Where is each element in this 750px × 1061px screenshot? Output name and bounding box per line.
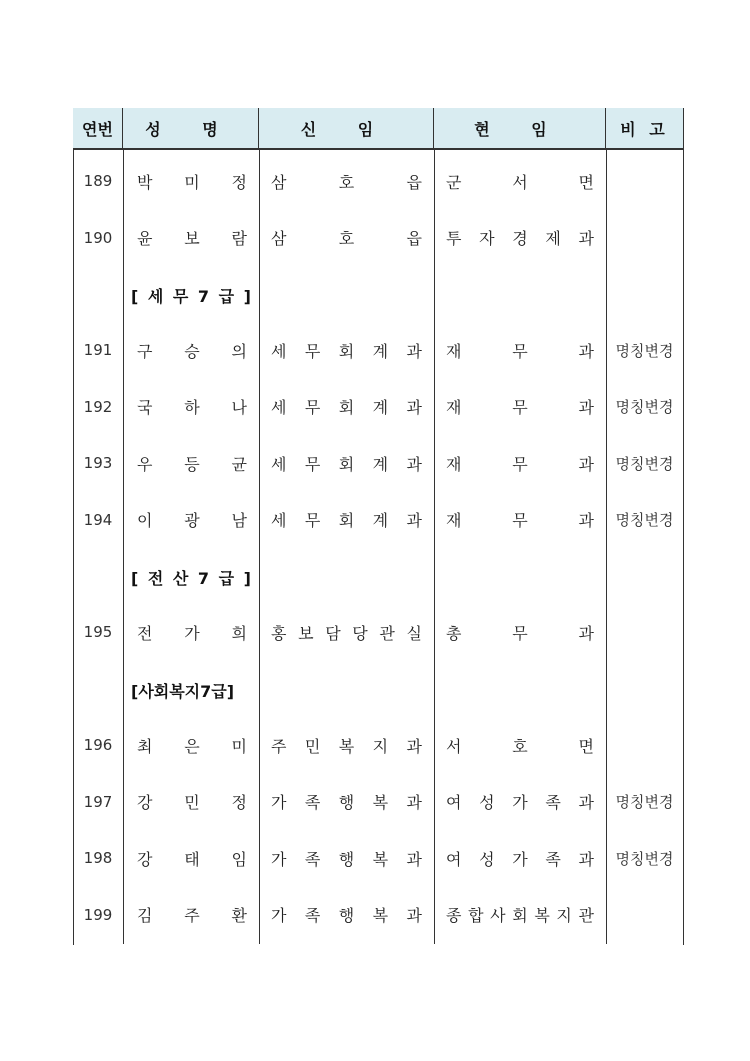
row-current-post: 재 무 과 bbox=[446, 398, 594, 417]
header-name: 성 명 bbox=[123, 108, 259, 148]
row-no: 197 bbox=[83, 792, 113, 811]
row-current-post: 총 무 과 bbox=[446, 623, 594, 643]
table-row bbox=[73, 725, 683, 765]
row-current-post: 재 무 과 bbox=[446, 511, 594, 530]
row-name: 이 광 남 bbox=[137, 511, 247, 530]
table-header bbox=[73, 108, 683, 150]
row-remark bbox=[606, 895, 683, 935]
row-name: 김 주 환 bbox=[137, 906, 247, 925]
row-current-post: 여 성 가 족 과 bbox=[446, 793, 594, 812]
row-name: 구 승 의 bbox=[137, 341, 247, 361]
row-remark bbox=[606, 725, 683, 765]
row-no: 195 bbox=[83, 623, 113, 641]
row-new-post: 주 민 복 지 과 bbox=[271, 736, 422, 756]
row-no: 189 bbox=[83, 172, 113, 190]
table-row bbox=[73, 387, 683, 427]
row-current-post: 재 무 과 bbox=[446, 454, 594, 474]
row-name: 국 하 나 bbox=[137, 398, 247, 417]
row-new-post: 세 무 회 계 과 bbox=[271, 511, 422, 530]
row-remark bbox=[606, 218, 683, 258]
header-no: 연번 bbox=[73, 108, 123, 148]
row-no: 198 bbox=[83, 849, 113, 867]
row-remark: 명칭변경 bbox=[615, 793, 674, 811]
table-row bbox=[73, 782, 683, 822]
row-current-post: 군 서 면 bbox=[446, 172, 594, 192]
row-no: 194 bbox=[83, 510, 113, 529]
row-new-post: 삼 호 읍 bbox=[271, 172, 422, 192]
row-no: 192 bbox=[83, 397, 113, 416]
section-title-tax: [ 세 무 7 급 ] bbox=[131, 287, 253, 306]
row-name: 윤 보 람 bbox=[137, 229, 247, 248]
row-new-post: 가 족 행 복 과 bbox=[271, 906, 422, 925]
row-remark: 명칭변경 bbox=[615, 398, 674, 416]
table-row bbox=[73, 330, 683, 370]
table-row bbox=[73, 895, 683, 935]
row-name: 강 태 임 bbox=[137, 849, 247, 869]
row-name: 최 은 미 bbox=[137, 736, 247, 756]
section-title-welfare: [사회복지7급] bbox=[131, 682, 235, 701]
row-remark: 명칭변경 bbox=[615, 849, 674, 868]
row-remark bbox=[606, 612, 683, 652]
table-row bbox=[73, 443, 683, 483]
row-no: 190 bbox=[83, 228, 113, 247]
row-current-post: 종 합 사 회 복 지 관 bbox=[446, 906, 594, 925]
row-current-post: 재 무 과 bbox=[446, 341, 594, 361]
row-current-post: 여 성 가 족 과 bbox=[446, 849, 594, 869]
section-title-it: [ 전 산 7 급 ] bbox=[131, 569, 253, 588]
row-new-post: 홍 보 담 당 관 실 bbox=[271, 623, 422, 643]
row-new-post: 세 무 회 계 과 bbox=[271, 398, 422, 417]
row-current-post: 투 자 경 제 과 bbox=[446, 229, 594, 248]
header-new-post: 신 임 bbox=[259, 108, 434, 148]
row-current-post: 서 호 면 bbox=[446, 736, 594, 756]
row-name: 강 민 정 bbox=[137, 793, 247, 812]
row-remark: 명칭변경 bbox=[615, 511, 674, 529]
row-remark bbox=[606, 161, 683, 201]
row-no: 191 bbox=[83, 341, 113, 359]
row-name: 우 등 균 bbox=[137, 454, 247, 474]
row-new-post: 세 무 회 계 과 bbox=[271, 341, 422, 361]
table-row bbox=[73, 218, 683, 258]
row-remark: 명칭변경 bbox=[615, 454, 674, 473]
row-new-post: 가 족 행 복 과 bbox=[271, 793, 422, 812]
row-name: 박 미 정 bbox=[137, 172, 247, 192]
row-new-post: 가 족 행 복 과 bbox=[271, 849, 422, 869]
row-new-post: 세 무 회 계 과 bbox=[271, 454, 422, 474]
table-row bbox=[73, 500, 683, 540]
table-row bbox=[73, 161, 683, 201]
table-row bbox=[73, 612, 683, 652]
table-row bbox=[73, 838, 683, 878]
row-no: 196 bbox=[83, 736, 113, 754]
row-new-post: 삼 호 읍 bbox=[271, 229, 422, 248]
row-name: 전 가 희 bbox=[137, 623, 247, 643]
row-remark: 명칭변경 bbox=[615, 341, 674, 360]
header-current-post: 현 임 bbox=[434, 108, 606, 148]
row-no: 193 bbox=[83, 454, 113, 472]
header-remark: 비 고 bbox=[620, 119, 669, 139]
row-no: 199 bbox=[83, 905, 113, 924]
